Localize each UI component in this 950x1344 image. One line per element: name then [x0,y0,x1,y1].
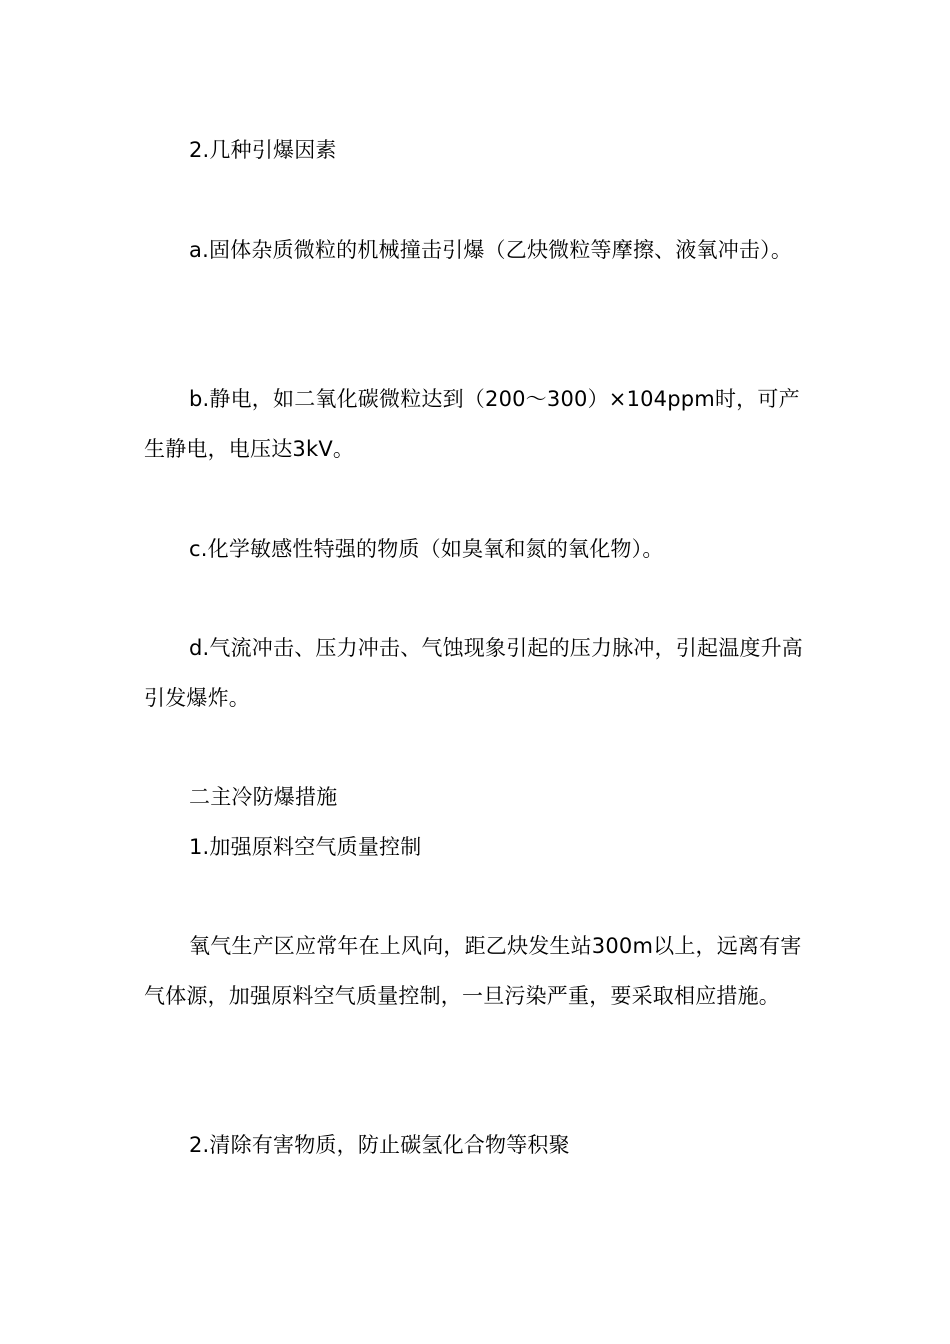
section-heading-ignition-factors: 2.几种引爆因素 [189,138,337,162]
section-heading-main-cold-measures: 二主冷防爆措施 [189,785,338,809]
section-heading-raw-air-control: 1.加强原料空气质量控制 [189,835,422,859]
paragraph-item-a: a.固体杂质微粒的机械撞击引爆（乙炔微粒等摩擦、液氧冲击）。 [189,238,793,262]
section-heading-remove-harmful: 2.清除有害物质，防止碳氢化合物等积聚 [189,1133,570,1157]
paragraph-item-c: c.化学敏感性特强的物质（如臭氧和氮的氧化物）。 [189,537,664,561]
paragraph-item-d: d.气流冲击、压力冲击、气蚀现象引起的压力脉冲，引起温度升高引发爆炸。 [144,636,804,710]
paragraph-oxygen-zone: 氧气生产区应常年在上风向，距乙炔发生站300m以上，远离有害气体源，加强原料空气质量控制，一旦污染严重，要采取相应措施。 [144,934,802,1008]
paragraph-item-b: b.静电，如二氧化碳微粒达到（200～300）×104ppm时，可产生静电，电压达3kV。 [144,387,800,461]
